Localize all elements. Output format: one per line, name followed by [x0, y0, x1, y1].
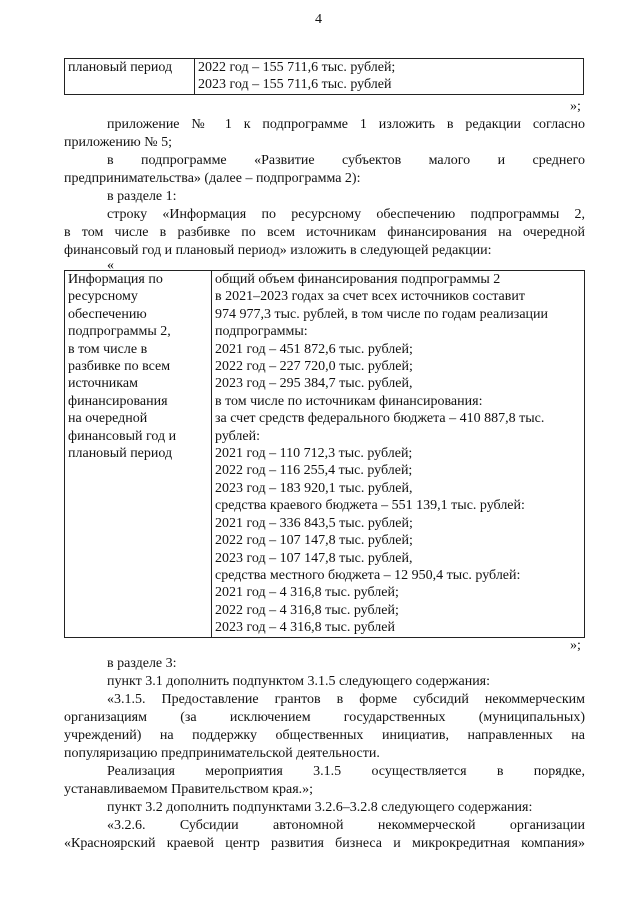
paragraph-line: пункт 3.2 дополнить подпунктами 3.2.6–3.2.8 следующего содержания:	[107, 800, 533, 815]
table-left-line: Информация по	[68, 272, 163, 287]
paragraph-line: в разделе 1:	[107, 189, 177, 204]
table-line: 2023 год – 107 147,8 тыс. рублей,	[215, 550, 413, 566]
table-line: средства краевого бюджета – 551 139,1 тыс. рублей:	[215, 498, 525, 514]
table-left-line: плановый период	[68, 446, 173, 462]
table-left-line: финансирования	[68, 393, 168, 409]
resource-info-table	[64, 270, 585, 638]
funding-table-top	[64, 58, 584, 95]
table-line: 974 977,3 тыс. рублей, в том числе по годам реализации	[215, 306, 549, 322]
page-number: 4	[315, 12, 322, 27]
closing-quote: »;	[570, 99, 581, 114]
paragraph-line: финансовый год и плановый период» изложить в следующей редакции:	[64, 243, 492, 258]
table-line: 2023 год – 155 711,6 тыс. рублей	[198, 77, 392, 93]
table-line: 2022 год – 227 720,0 тыс. рублей;	[215, 359, 413, 375]
paragraph-line: предпринимательства» (далее – подпрограмма 2):	[64, 171, 361, 186]
table-left-line: на очередной	[68, 411, 148, 427]
table-line: 2023 год – 183 920,1 тыс. рублей,	[215, 480, 413, 496]
paragraph-line: пункт 3.1 дополнить подпунктом 3.1.5 следующего содержания:	[107, 674, 491, 689]
table-line: общий объем финансирования подпрограммы 2	[215, 272, 501, 287]
table-line: 2023 год – 295 384,7 тыс. рублей,	[215, 376, 413, 392]
paragraph-line: в том числе в разбивке по всем источникам финансирования на очередной	[64, 225, 585, 240]
paragraph-line: приложению № 5;	[64, 135, 173, 150]
table-left-line: обеспечению	[68, 306, 147, 322]
paragraph-line: строку «Информация по ресурсному обеспечению подпрограммы 2,	[107, 207, 585, 222]
table-left-cell	[65, 59, 195, 95]
table-left-text: плановый период	[68, 60, 173, 75]
paragraph-line: «Красноярский краевой центр развития бизнеса и микрокредитная компания»	[64, 836, 585, 851]
table-line: 2022 год – 155 711,6 тыс. рублей;	[198, 60, 396, 75]
table-line: 2021 год – 110 712,3 тыс. рублей;	[215, 446, 413, 462]
paragraph-line: «3.1.5. Предоставление грантов в форме субсидий некоммерческим	[107, 692, 585, 707]
table-line: 2023 год – 4 316,8 тыс. рублей	[215, 620, 395, 636]
table-line: в 2021–2023 годах за счет всех источников составит	[215, 289, 525, 305]
table-line: рублей:	[215, 428, 260, 444]
table-line: 2021 год – 451 872,6 тыс. рублей;	[215, 341, 413, 357]
table-line: 2022 год – 116 255,4 тыс. рублей;	[215, 463, 413, 479]
table-left-line: разбивке по всем	[68, 359, 171, 375]
paragraph-line: в подпрограмме «Развитие субъектов малого и среднего	[107, 153, 585, 168]
paragraph-line: приложение № 1 к подпрограмме 1 изложить в редакции согласно	[107, 117, 585, 132]
paragraph-line: «3.2.6. Субсидии автономной некоммерческой организации	[107, 818, 585, 833]
table-line: в том числе по источникам финансирования:	[215, 393, 483, 409]
table-line: 2022 год – 107 147,8 тыс. рублей;	[215, 533, 413, 549]
table-left-line: финансовый год и	[68, 428, 177, 444]
table-line: 2022 год – 4 316,8 тыс. рублей;	[215, 602, 399, 618]
table-line: 2021 год – 4 316,8 тыс. рублей;	[215, 585, 399, 601]
table-right-cell	[212, 271, 585, 638]
paragraph-line: устанавливаемом Правительством края.»;	[64, 782, 314, 797]
opening-quote: «	[107, 258, 114, 273]
table-left-line: подпрограммы 2,	[68, 324, 171, 340]
paragraph-line: организациям (за исключением государственных (муниципальных)	[64, 710, 585, 725]
paragraph-line: в разделе 3:	[107, 656, 177, 671]
table-line: подпрограммы:	[215, 324, 308, 340]
table-line: 2021 год – 336 843,5 тыс. рублей;	[215, 515, 413, 531]
table-line: за счет средств федерального бюджета – 410 887,8 тыс.	[215, 411, 545, 427]
table-line: средства местного бюджета – 12 950,4 тыс. рублей:	[215, 567, 521, 583]
closing-quote: »;	[570, 638, 581, 653]
table-left-line: источникам	[68, 376, 138, 392]
table-right-cell	[195, 59, 584, 95]
table-left-line: ресурсному	[68, 289, 138, 305]
paragraph-line: учреждений) на поддержку общественных инициатив, направленных на	[64, 728, 585, 743]
paragraph-line: Реализация мероприятия 3.1.5 осуществляется в порядке,	[107, 764, 585, 779]
table-left-cell	[65, 271, 212, 638]
paragraph-line: популяризацию предпринимательской деятельности.	[64, 746, 380, 761]
table-left-line: в том числе в	[68, 341, 148, 357]
